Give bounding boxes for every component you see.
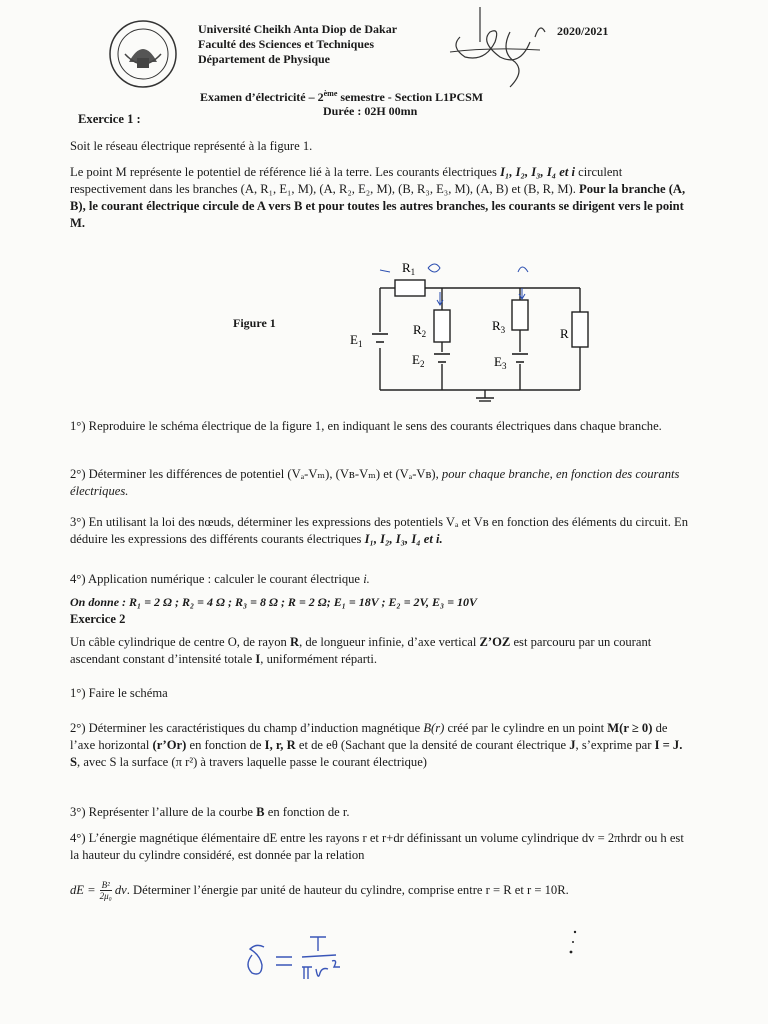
q3-part-b: I₁, I₂, I₃, I₄ et i. — [364, 532, 443, 546]
exercise2-question3 — [70, 804, 692, 821]
q2-current-density: J — [569, 738, 576, 752]
exercise2-title: Exercice 2 — [70, 612, 126, 626]
currents-list: I₁, I₂, I₃, I₄ et i — [496, 165, 576, 179]
statement-part-b: circulent respectivement dans les branches (A, R₁, E₁, M), (A, R₂, E₂, M), (B, R₃, E₃, M), (A, B) et (B, R, M). — [70, 165, 623, 196]
label-e2: $E_2$ — [412, 352, 425, 369]
intro-part-a: Un câble cylindrique de centre O, de rayon — [70, 635, 290, 649]
university-seal-logo — [107, 18, 179, 90]
label-e1: $E_1$ — [350, 332, 363, 349]
q2-part-b: pour chaque branche, en fonction des courants électriques. — [70, 467, 680, 498]
q2-text-d: en fonction de — [186, 738, 265, 752]
q3-text-a: 3°) Représenter l’allure de la courbe — [70, 805, 257, 819]
q2-axis: (r’Or) — [152, 738, 187, 752]
q2-text-a: 2°) Déterminer les caractéristiques du champ d’induction magnétique — [70, 721, 424, 735]
exam-title-suffix: semestre - Section L1PCSM — [337, 90, 484, 104]
q2-text-b: créé par le cylindre en un point — [444, 721, 608, 735]
label-r2: $R_2$ — [413, 322, 427, 339]
label-r: R — [560, 326, 569, 341]
q4-text: 4°) Application numérique : calculer le courant électrique — [70, 572, 364, 586]
battery-e3 — [512, 354, 528, 362]
resistor-r2 — [434, 310, 450, 342]
q2-text-c: de l’axe horizontal — [70, 721, 668, 752]
intro-part-b: , de longueur infinie, d’axe vertical — [299, 635, 480, 649]
academic-year: 2020/2021 — [557, 24, 609, 38]
q4-variable: i. — [363, 572, 370, 586]
exam-title-prefix: Examen d’électricité – 2 — [200, 90, 324, 104]
exercise1-question1: 1°) Reproduire le schéma électrique de la figure 1, en indiquant le sens des courants électriques dans chaque branche. — [70, 419, 662, 433]
university-name: Université Cheikh Anta Diop de Dakar — [198, 22, 398, 36]
handwritten-signature — [440, 2, 550, 94]
formula-lhs: dE = — [70, 883, 96, 897]
label-r1: $R_1$ — [402, 260, 416, 277]
intro-part-d: , uniformément réparti. — [260, 652, 378, 666]
resistor-r1 — [395, 280, 425, 296]
institution-header — [198, 22, 397, 67]
label-e3: $E_3$ — [494, 354, 507, 371]
label-r3: $R_3$ — [492, 318, 506, 335]
exercise1-question2 — [70, 466, 692, 500]
intro-current: I — [255, 652, 261, 666]
exercise1-given-values: On donne : R₁ = 2 Ω ; R₂ = 4 Ω ; R₃ = 8 Ω ; R = 2 Ω; E₁ = 18V ; E₂ = 2V, E₃ = 10V — [70, 595, 478, 609]
statement-part-a: Le point M représente le potentiel de référence lié à la terre. Les courants électriques — [70, 165, 497, 179]
q2-text-g: , avec S la surface (π r²) à travers laquelle passe le courant électrique) — [77, 755, 428, 769]
circuit-diagram — [340, 252, 600, 412]
exercise1-question3 — [70, 514, 692, 548]
department-name: Département de Physique — [198, 52, 330, 66]
energy-formula-line — [70, 880, 692, 901]
figure-label: Figure 1 — [233, 316, 276, 330]
handwritten-current-density-note — [240, 925, 350, 985]
resistor-r — [572, 312, 588, 347]
q2-relation: I = J. S — [70, 738, 683, 769]
q2-text-f: , s’exprime par — [575, 738, 655, 752]
battery-e1 — [372, 334, 388, 342]
intro-radius: R — [289, 635, 300, 649]
q3-part-a: 3°) En utilisant la loi des nœuds, déterminer les expressions des potentiels Vₐ et Vʙ en fonction des éléments du circuit. En déduire les expressions des différents courants électriques — [70, 515, 688, 546]
exercise1-statement — [70, 164, 692, 232]
resistor-r3 — [512, 300, 528, 330]
q2-part-a: 2°) Déterminer les différences de potentiel (Vₐ-Vₘ), (Vʙ-Vₘ) et (Vₐ-Vʙ), — [70, 467, 439, 481]
exercise1-intro: Soit le réseau électrique représenté à la figure 1. — [70, 139, 313, 153]
exam-title-sup: ème — [323, 89, 338, 98]
exam-title — [200, 89, 483, 105]
exam-duration: Durée : 02H 00mn — [323, 104, 418, 118]
formula-rhs: dv — [114, 883, 127, 897]
statement-part-c: Pour la branche (A, B), le courant électrique circule de A vers B et pour toutes les autres branches, les courants se dirigent vers le point M. — [70, 182, 686, 230]
q2-text-e: et de eθ (Sachant que la densité de courant électrique — [295, 738, 570, 752]
exercise2-question2 — [70, 720, 692, 771]
q3-text-b: en fonction de r. — [264, 805, 350, 819]
exercise1-question4 — [70, 571, 692, 588]
q3-symbol: B — [256, 805, 265, 819]
q2-field-symbol: B(r) — [423, 721, 445, 735]
formula-fraction — [100, 880, 112, 901]
exercise2-question1: 1°) Faire le schéma — [70, 686, 168, 700]
intro-axis: Z’OZ — [479, 635, 511, 649]
formula-denominator: 2μ₀ — [99, 891, 112, 901]
exercise1-title: Exercice 1 : — [78, 112, 141, 126]
q2-point: M(r ≥ 0) — [607, 721, 653, 735]
exercise2-intro — [70, 634, 692, 668]
intro-part-c: est parcouru par un courant ascendant constant d’intensité totale — [70, 635, 652, 666]
faculty-name: Faculté des Sciences et Techniques — [198, 37, 374, 51]
ink-specks — [565, 928, 585, 958]
q4-text-b: . Déterminer l’énergie par unité de hauteur du cylindre, comprise entre r = R et r = 10R. — [126, 883, 569, 897]
battery-e2 — [434, 354, 450, 362]
formula-numerator: B² — [101, 880, 110, 890]
q2-variables: I, r, R — [264, 738, 296, 752]
exercise2-question4: 4°) L’énergie magnétique élémentaire dE entre les rayons r et r+dr définissant un volume cylindrique dv = 2πhrdr ou h est la hauteur du cylindre considéré, est donnée par la relation — [70, 831, 684, 862]
